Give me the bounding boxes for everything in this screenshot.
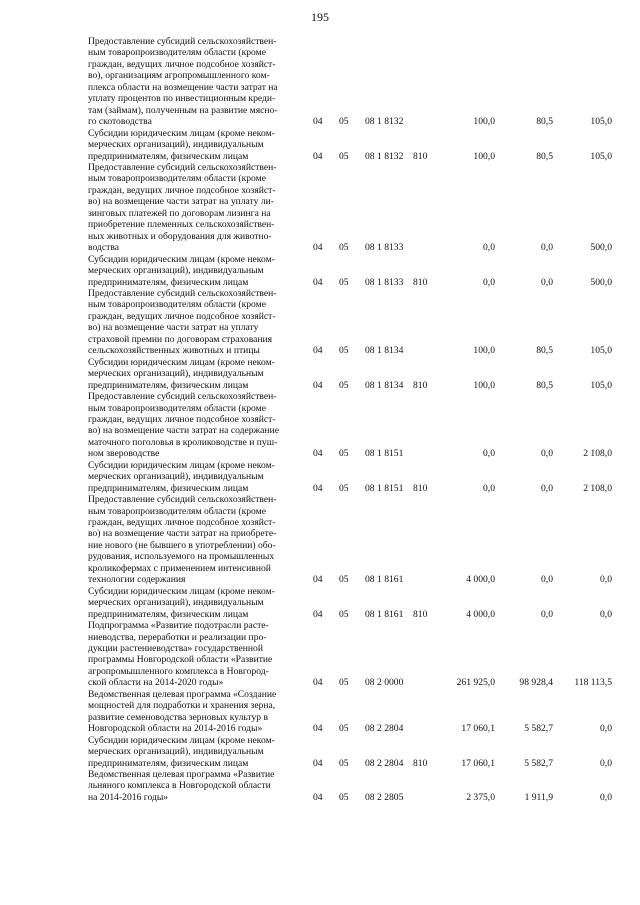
section-code: 04	[313, 482, 323, 494]
amount-year-1: 2 375,0	[466, 791, 495, 803]
section-code: 04	[313, 150, 323, 162]
amount-year-2: 80,5	[536, 379, 553, 391]
amount-year-3: 0,0	[600, 791, 612, 803]
amount-year-2: 80,5	[536, 345, 553, 357]
row-description: Предоставление субсидий сельскохозяйствен- ным товаропроизводителям области (кроме граждан, ведущих личное подсобное хозяйст- во) на возмещение части затрат на содержание маточного поголовья в кролиководстве и пуш- ном звероводстве	[88, 391, 279, 460]
subsection-code: 05	[339, 379, 349, 391]
table-row	[0, 162, 640, 254]
row-description: Субсидии юридическим лицам (кроме неком- мерческих организаций), индивидуальным предпринимателям, физическим лицам	[88, 127, 275, 162]
section-code: 04	[313, 379, 323, 391]
target-article-code: 08 1 8151	[365, 448, 404, 460]
row-description: Предоставление субсидий сельскохозяйствен- ным товаропроизводителям области (кроме граждан, ведущих личное подсобное хозяйст- во) на возмещение части затрат на приобрете- ние нового (не бывшего в употреблении) обо- рудования, используемого на промышленных кроликофермах с применением интенсивной технологии содержания	[88, 494, 277, 586]
amount-year-3: 105,0	[590, 345, 612, 357]
amount-year-1: 4 000,0	[466, 574, 495, 586]
amount-year-1: 0,0	[483, 448, 495, 460]
section-code: 04	[313, 608, 323, 620]
table-row	[0, 689, 640, 735]
row-description: Подпрограмма «Развитие подотрасли расте- ниеводства, переработки и реализации про- дукции растениеводства» государственной программы Новгородской области «Развитие агропромышленного комплекса в Новгород- ской области на 2014-2020 годы»	[88, 620, 273, 689]
amount-year-1: 0,0	[483, 242, 495, 254]
amount-year-1: 4 000,0	[466, 608, 495, 620]
amount-year-2: 0,0	[541, 276, 553, 288]
section-code: 04	[313, 116, 323, 128]
table-row	[0, 620, 640, 689]
amount-year-1: 100,0	[473, 379, 495, 391]
expense-type-code: 810	[413, 482, 428, 494]
target-article-code: 08 2 0000	[365, 677, 404, 689]
amount-year-2: 5 582,7	[524, 757, 553, 769]
table-row	[0, 357, 640, 391]
amount-year-3: 105,0	[590, 150, 612, 162]
row-description: Ведомственная целевая программа «Развитие льняного комплекса в Новгородской области на 2014-2016 годы»	[88, 769, 275, 803]
page-number: 195	[311, 10, 329, 24]
row-description: Субсидии юридическим лицам (кроме неком- мерческих организаций), индивидуальным предпринимателям, физическим лицам	[88, 585, 275, 620]
target-article-code: 08 1 8133	[365, 276, 404, 288]
subsection-code: 05	[339, 791, 349, 803]
row-description: Субсидии юридическим лицам (кроме неком- мерческих организаций), индивидуальным предпринимателям, физическим лицам	[88, 459, 275, 494]
section-code: 04	[313, 276, 323, 288]
section-code: 04	[313, 345, 323, 357]
amount-year-1: 100,0	[473, 345, 495, 357]
subsection-code: 05	[339, 482, 349, 494]
section-code: 04	[313, 448, 323, 460]
target-article-code: 08 1 8134	[365, 345, 404, 357]
table-row	[0, 735, 640, 769]
table-row	[0, 494, 640, 586]
row-description: Субсидии юридическим лицам (кроме неком- мерческих организаций), индивидуальным предпринимателям, физическим лицам	[88, 356, 275, 391]
subsection-code: 05	[339, 723, 349, 735]
expense-type-code: 810	[413, 379, 428, 391]
row-description: Предоставление субсидий сельскохозяйствен- ным товаропроизводителям области (кроме граждан, ведущих личное подсобное хозяйст- во) на возмещение части затрат на уплату ли- зинговых платежей по договорам лизинга на приобретение племенных сельскохозяйствен- ных животных и оборудования для животно- водства	[88, 161, 277, 254]
amount-year-3: 118 113,5	[574, 677, 612, 689]
table-row	[0, 254, 640, 288]
amount-year-2: 0,0	[541, 242, 553, 254]
amount-year-3: 105,0	[590, 116, 612, 128]
subsection-code: 05	[339, 150, 349, 162]
target-article-code: 08 1 8161	[365, 574, 404, 586]
target-article-code: 08 1 8161	[365, 608, 404, 620]
target-article-code: 08 1 8134	[365, 379, 404, 391]
amount-year-2: 0,0	[541, 482, 553, 494]
target-article-code: 08 2 2804	[365, 757, 404, 769]
subsection-code: 05	[339, 276, 349, 288]
section-code: 04	[313, 574, 323, 586]
budget-table	[0, 36, 640, 803]
row-description: Субсидии юридическим лицам (кроме неком- мерческих организаций), индивидуальным предпринимателям, физическим лицам	[88, 734, 275, 769]
amount-year-2: 80,5	[536, 150, 553, 162]
amount-year-1: 0,0	[483, 482, 495, 494]
amount-year-3: 105,0	[590, 379, 612, 391]
target-article-code: 08 1 8133	[365, 242, 404, 254]
table-row	[0, 128, 640, 162]
row-description: Предоставление субсидий сельскохозяйствен- ным товаропроизводителям области (кроме граждан, ведущих личное подсобное хозяйст- во) на возмещение части затрат на уплату страховой премии по договорам страхования сельскохозяйственных животных и птицы	[88, 287, 277, 357]
table-row	[0, 288, 640, 357]
amount-year-2: 0,0	[541, 448, 553, 460]
amount-year-3: 500,0	[590, 276, 612, 288]
amount-year-1: 17 060,1	[461, 723, 495, 735]
amount-year-1: 100,0	[473, 150, 495, 162]
amount-year-1: 0,0	[483, 276, 495, 288]
section-code: 04	[313, 757, 323, 769]
amount-year-3: 2 108,0	[583, 448, 612, 460]
amount-year-3: 0,0	[600, 757, 612, 769]
subsection-code: 05	[339, 242, 349, 254]
amount-year-3: 500,0	[590, 242, 612, 254]
section-code: 04	[313, 791, 323, 803]
amount-year-2: 0,0	[541, 608, 553, 620]
amount-year-1: 17 060,1	[461, 757, 495, 769]
table-row	[0, 586, 640, 620]
amount-year-3: 2 108,0	[583, 482, 612, 494]
expense-type-code: 810	[413, 150, 428, 162]
subsection-code: 05	[339, 116, 349, 128]
subsection-code: 05	[339, 757, 349, 769]
table-row	[0, 460, 640, 494]
section-code: 04	[313, 242, 323, 254]
amount-year-3: 0,0	[600, 723, 612, 735]
subsection-code: 05	[339, 677, 349, 689]
row-description: Субсидии юридическим лицам (кроме неком- мерческих организаций), индивидуальным предпринимателям, физическим лицам	[88, 253, 275, 288]
amount-year-1: 261 925,0	[456, 677, 495, 689]
target-article-code: 08 1 8132	[365, 150, 404, 162]
table-row	[0, 391, 640, 460]
target-article-code: 08 1 8151	[365, 482, 404, 494]
section-code: 04	[313, 677, 323, 689]
amount-year-1: 100,0	[473, 116, 495, 128]
amount-year-2: 5 582,7	[524, 723, 553, 735]
table-row	[0, 36, 640, 128]
expense-type-code: 810	[413, 276, 428, 288]
subsection-code: 05	[339, 608, 349, 620]
subsection-code: 05	[339, 574, 349, 586]
expense-type-code: 810	[413, 608, 428, 620]
expense-type-code: 810	[413, 757, 428, 769]
subsection-code: 05	[339, 345, 349, 357]
row-description: Ведомственная целевая программа «Создание мощностей для подработки и хранения зерна, развитие семеноводства зерновых культур в Новгородской области на 2014-2016 годы»	[88, 688, 277, 735]
amount-year-2: 80,5	[536, 116, 553, 128]
section-code: 04	[313, 723, 323, 735]
target-article-code: 08 2 2805	[365, 791, 404, 803]
amount-year-2: 0,0	[541, 574, 553, 586]
target-article-code: 08 2 2804	[365, 723, 404, 735]
row-description: Предоставление субсидий сельскохозяйствен- ным товаропроизводителям области (кроме граждан, ведущих личное подсобное хозяйст- во), организациям агропромышленного ком- плекса области на возмещение части затрат на уплату процентов по инвестиционным креди- там (займам), полученным на развитие мясно- го скотоводства	[88, 36, 278, 128]
subsection-code: 05	[339, 448, 349, 460]
amount-year-3: 0,0	[600, 608, 612, 620]
amount-year-3: 0,0	[600, 574, 612, 586]
target-article-code: 08 1 8132	[365, 116, 404, 128]
amount-year-2: 1 911,9	[524, 791, 553, 803]
amount-year-2: 98 928,4	[519, 677, 553, 689]
table-row	[0, 769, 640, 803]
